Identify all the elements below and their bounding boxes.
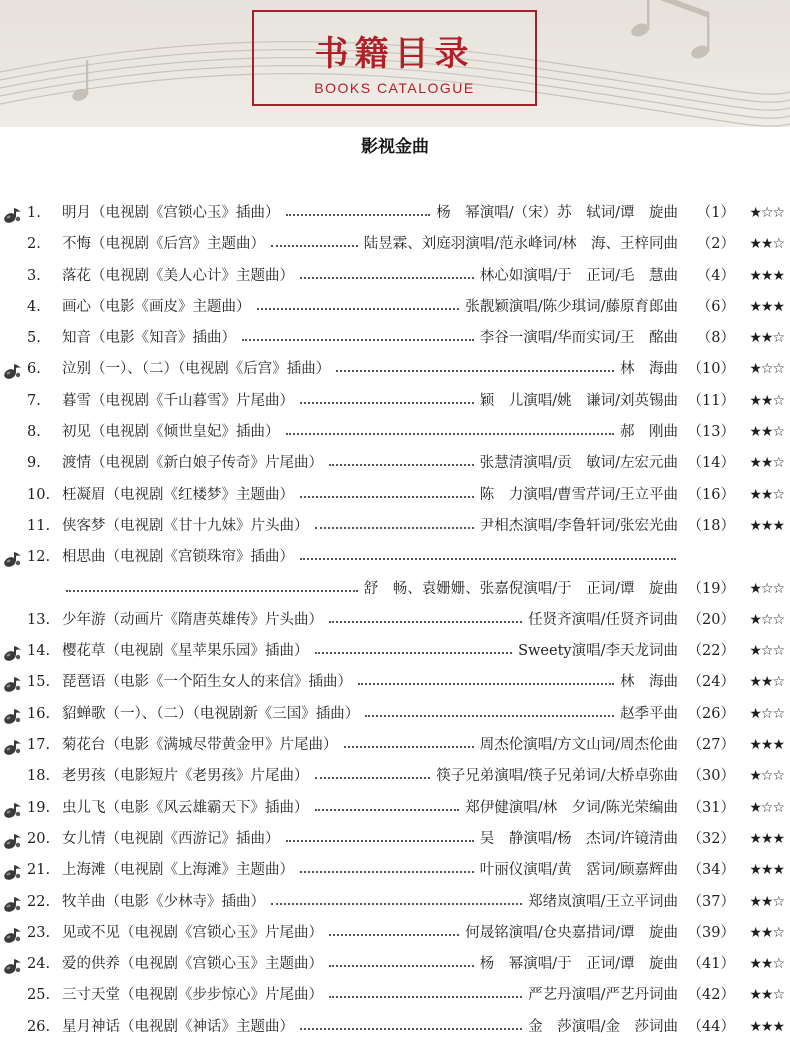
song-title: 相思曲（电视剧《宫锁珠帘》插曲） <box>62 549 294 566</box>
music-note-icon <box>3 674 23 692</box>
dot-leader <box>300 1012 522 1043</box>
difficulty-stars: ★★☆ <box>749 956 784 973</box>
entry-number: 16. <box>27 705 51 722</box>
song-title: 樱花草（电视剧《星苹果乐园》插曲） <box>62 643 309 660</box>
page-number: （10） <box>687 361 735 378</box>
toc-entry[interactable] <box>0 730 790 761</box>
song-credits: 张靓颖演唱/陈少琪词/藤原育郎曲 <box>465 298 678 315</box>
song-credits: 杨 幂演唱/（宋）苏 轼词/谭 旋曲 <box>436 205 678 221</box>
difficulty-stars: ★☆☆ <box>749 799 784 816</box>
music-note-icon <box>3 706 23 724</box>
music-note-icon <box>3 549 23 567</box>
toc-entry[interactable] <box>0 699 790 730</box>
dot-leader <box>300 261 474 292</box>
dot-leader <box>242 323 474 354</box>
song-credits: 李谷一演唱/华而实词/王 酩曲 <box>479 330 678 347</box>
entry-number: 25. <box>27 987 51 1004</box>
song-credits: 筷子兄弟演唱/筷子兄弟词/大桥卓弥曲 <box>436 768 678 785</box>
page-number: （26） <box>687 705 735 722</box>
dot-leader <box>300 480 474 511</box>
song-credits: 陈 力演唱/曹雪芹词/王立平曲 <box>479 486 678 503</box>
entry-number: 24. <box>27 956 51 973</box>
page-number: （1） <box>696 205 735 221</box>
table-of-contents <box>0 198 790 1043</box>
music-note-icon <box>3 831 23 849</box>
dot-leader <box>329 980 522 1011</box>
page-number: （24） <box>687 674 735 691</box>
toc-entry[interactable] <box>0 887 790 918</box>
entry-number: 5. <box>27 330 41 347</box>
dot-leader <box>286 417 615 448</box>
entry-number: 14. <box>27 643 51 660</box>
page-number: （27） <box>687 737 735 754</box>
song-title: 女儿情（电视剧《西游记》插曲） <box>62 830 280 847</box>
dot-leader <box>300 855 474 886</box>
music-note-icon <box>3 800 23 818</box>
difficulty-stars: ★★☆ <box>749 893 784 910</box>
difficulty-stars: ★★★ <box>749 1018 784 1035</box>
catalogue-subtitle: BOOKS CATALOGUE <box>314 80 475 96</box>
difficulty-stars: ★★★ <box>749 517 784 534</box>
song-credits: 杨 幂演唱/于 正词/谭 旋曲 <box>479 956 678 973</box>
entry-number: 23. <box>27 924 51 941</box>
song-title: 侠客梦（电视剧《甘十九妹》片头曲） <box>62 517 309 534</box>
music-note-icon <box>3 361 23 379</box>
difficulty-stars: ★★★ <box>749 862 784 879</box>
dot-leader <box>286 198 431 229</box>
toc-entry[interactable] <box>0 949 790 980</box>
dot-leader <box>329 949 474 980</box>
song-title: 明月（电视剧《宫锁心玉》插曲） <box>62 205 280 221</box>
difficulty-stars: ★☆☆ <box>749 580 784 597</box>
song-credits: 尹相杰演唱/李鲁轩词/张宏光曲 <box>479 517 678 534</box>
title-frame <box>252 10 537 106</box>
song-title: 三寸天堂（电视剧《步步惊心》片尾曲） <box>62 987 323 1004</box>
music-note-icon <box>3 894 23 912</box>
difficulty-stars: ★☆☆ <box>749 205 784 221</box>
page-number: （20） <box>687 611 735 628</box>
entry-number: 2. <box>27 236 41 253</box>
song-title: 虫儿飞（电影《风云雄霸天下》插曲） <box>62 799 309 816</box>
dot-leader <box>336 354 614 385</box>
toc-entry[interactable] <box>0 198 790 229</box>
song-title: 少年游（动画片《隋唐英雄传》片头曲） <box>62 611 323 628</box>
entry-number: 19. <box>27 799 51 816</box>
page-number: （18） <box>687 517 735 534</box>
difficulty-stars: ★★☆ <box>749 674 784 691</box>
song-credits: 赵季平曲 <box>620 705 678 722</box>
page-number: （16） <box>687 486 735 503</box>
page-number: （11） <box>687 392 735 409</box>
music-note-icon <box>3 205 23 223</box>
page-number: （19） <box>687 580 735 597</box>
toc-entry[interactable] <box>0 918 790 949</box>
catalogue-title: 书籍目录 <box>314 34 475 74</box>
entry-number: 21. <box>27 862 51 879</box>
dot-leader <box>286 824 474 855</box>
dot-leader <box>365 699 614 730</box>
entry-number: 17. <box>27 737 51 754</box>
page-number: （44） <box>687 1018 735 1035</box>
difficulty-stars: ★★★ <box>749 830 784 847</box>
song-credits: 林心如演唱/于 正词/毛 慧曲 <box>479 267 678 284</box>
entry-number: 6. <box>27 361 41 378</box>
difficulty-stars: ★☆☆ <box>749 611 784 628</box>
song-title: 落花（电视剧《美人心计》主题曲） <box>62 267 294 284</box>
page-number: （4） <box>696 267 735 284</box>
toc-entry[interactable] <box>0 323 790 354</box>
song-credits: 林 海曲 <box>620 361 678 378</box>
song-credits: 吴 静演唱/杨 杰词/许镜清曲 <box>479 830 678 847</box>
song-credits: Sweety演唱/李天龙词曲 <box>518 643 678 660</box>
toc-entry[interactable] <box>0 292 790 323</box>
dot-leader <box>315 793 460 824</box>
section-heading: 影视金曲 <box>361 137 429 157</box>
page-number: （42） <box>687 987 735 1004</box>
toc-entry[interactable] <box>0 980 790 1011</box>
music-note-icon <box>3 956 23 974</box>
dot-leader <box>315 636 513 667</box>
dot-leader <box>358 667 614 698</box>
toc-entry[interactable] <box>0 793 790 824</box>
toc-entry[interactable] <box>0 542 790 573</box>
toc-entry[interactable] <box>0 229 790 260</box>
difficulty-stars: ★★☆ <box>749 987 784 1004</box>
page-number: （32） <box>687 830 735 847</box>
page-number: （8） <box>696 330 735 347</box>
dot-leader <box>329 448 474 479</box>
toc-entry[interactable] <box>0 386 790 417</box>
difficulty-stars: ★★☆ <box>749 424 784 441</box>
entry-number: 11. <box>27 517 51 534</box>
toc-entry[interactable] <box>0 480 790 511</box>
dot-leader <box>257 292 460 323</box>
toc-entry[interactable] <box>0 667 790 698</box>
entry-number: 7. <box>27 392 41 409</box>
song-title: 泣别（一）、（二）（电视剧《后宫》插曲） <box>62 361 331 378</box>
dot-leader <box>66 574 358 605</box>
song-title: 暮雪（电视剧《千山暮雪》片尾曲） <box>62 392 294 409</box>
entry-number: 22. <box>27 893 51 910</box>
page-number: （34） <box>687 862 735 879</box>
page-number: （41） <box>687 956 735 973</box>
song-credits: 周杰伦演唱/方文山词/周杰伦曲 <box>479 737 678 754</box>
song-credits: 郝 刚曲 <box>620 424 678 441</box>
song-credits: 舒 畅、袁姗姗、张嘉倪演唱/于 正词/谭 旋曲 <box>363 580 678 597</box>
song-title: 上海滩（电视剧《上海滩》主题曲） <box>62 862 294 879</box>
page-number: （39） <box>687 924 735 941</box>
difficulty-stars: ★☆☆ <box>749 768 784 785</box>
difficulty-stars: ★★★ <box>749 267 784 284</box>
dot-leader <box>271 229 358 260</box>
toc-entry[interactable] <box>0 448 790 479</box>
difficulty-stars: ★☆☆ <box>749 643 784 660</box>
page-number: （37） <box>687 893 735 910</box>
dot-leader <box>300 542 676 573</box>
dot-leader <box>329 605 522 636</box>
difficulty-stars: ★★★ <box>749 298 784 315</box>
song-credits: 郑绪岚演唱/王立平词曲 <box>528 893 678 910</box>
entry-number: 4. <box>27 298 41 315</box>
entry-number: 1. <box>27 205 41 221</box>
song-title: 渡情（电视剧《新白娘子传奇》片尾曲） <box>62 455 323 472</box>
song-title: 见或不见（电视剧《宫锁心玉》片尾曲） <box>62 924 323 941</box>
toc-entry[interactable] <box>0 1012 790 1043</box>
dot-leader <box>315 511 474 542</box>
song-credits: 陆昱霖、刘庭羽演唱/范永峰词/林 海、王梓同曲 <box>363 236 678 253</box>
toc-entry[interactable] <box>0 761 790 792</box>
dot-leader <box>300 386 474 417</box>
music-note-icon <box>3 737 23 755</box>
song-title: 枉凝眉（电视剧《红楼梦》主题曲） <box>62 486 294 503</box>
toc-entry[interactable] <box>0 354 790 385</box>
entry-number: 10. <box>27 486 51 503</box>
song-credits: 何晟铭演唱/仓央嘉措词/谭 旋曲 <box>465 924 678 941</box>
entry-number: 13. <box>27 611 51 628</box>
music-note-icon <box>3 925 23 943</box>
song-title: 牧羊曲（电影《少林寺》插曲） <box>62 893 265 910</box>
toc-entry[interactable] <box>0 855 790 886</box>
song-credits: 张慧清演唱/贡 敏词/左宏元曲 <box>479 455 678 472</box>
dot-leader <box>315 761 431 792</box>
song-credits: 金 莎演唱/金 莎词曲 <box>528 1018 678 1035</box>
song-title: 不悔（电视剧《后宫》主题曲） <box>62 236 265 253</box>
difficulty-stars: ★★☆ <box>749 924 784 941</box>
entry-number: 20. <box>27 830 51 847</box>
difficulty-stars: ★★☆ <box>749 330 784 347</box>
music-note-icon <box>3 862 23 880</box>
page-number: （2） <box>696 236 735 253</box>
song-credits: 严艺丹演唱/严艺丹词曲 <box>528 987 678 1004</box>
difficulty-stars: ★★☆ <box>749 392 784 409</box>
dot-leader <box>344 730 474 761</box>
page-number: （31） <box>687 799 735 816</box>
entry-number: 9. <box>27 455 41 472</box>
song-title: 星月神话（电视剧《神话》主题曲） <box>62 1018 294 1035</box>
dot-leader <box>271 887 522 918</box>
song-title: 琵琶语（电影《一个陌生女人的来信》插曲） <box>62 674 352 691</box>
toc-entry[interactable] <box>0 605 790 636</box>
song-credits: 任贤齐演唱/任贤齐词曲 <box>528 611 678 628</box>
difficulty-stars: ★★★ <box>749 737 784 754</box>
page-number: （22） <box>687 643 735 660</box>
entry-number: 8. <box>27 424 41 441</box>
entry-number: 12. <box>27 549 51 566</box>
song-title: 爱的供养（电视剧《宫锁心玉》主题曲） <box>62 956 323 973</box>
entry-number: 3. <box>27 267 41 284</box>
song-credits: 颖 儿演唱/姚 谦词/刘英锡曲 <box>479 392 678 409</box>
difficulty-stars: ★★☆ <box>749 455 784 472</box>
toc-entry[interactable] <box>0 636 790 667</box>
page-number: （30） <box>687 768 735 785</box>
page-number: （13） <box>687 424 735 441</box>
song-title: 画心（电影《画皮》主题曲） <box>62 298 251 315</box>
difficulty-stars: ★★☆ <box>749 486 784 503</box>
song-title: 初见（电视剧《倾世皇妃》插曲） <box>62 424 280 441</box>
toc-entry[interactable] <box>0 511 790 542</box>
music-note-icon <box>3 643 23 661</box>
song-title: 菊花台（电影《满城尽带黄金甲》片尾曲） <box>62 737 338 754</box>
song-title: 貂蝉歌（一）、（二）（电视剧新《三国》插曲） <box>62 705 360 722</box>
toc-entry[interactable] <box>0 824 790 855</box>
catalogue-header <box>0 0 790 127</box>
difficulty-stars: ★☆☆ <box>749 705 784 722</box>
difficulty-stars: ★★☆ <box>749 236 784 253</box>
toc-entry[interactable] <box>0 417 790 448</box>
entry-number: 15. <box>27 674 51 691</box>
difficulty-stars: ★☆☆ <box>749 361 784 378</box>
dot-leader <box>329 918 459 949</box>
page-number: （6） <box>696 298 735 315</box>
song-credits: 叶丽仪演唱/黄 霑词/顾嘉辉曲 <box>479 862 678 879</box>
song-credits: 林 海曲 <box>620 674 678 691</box>
song-title: 老男孩（电影短片《老男孩》片尾曲） <box>62 768 309 785</box>
page-number: （14） <box>687 455 735 472</box>
entry-number: 26. <box>27 1018 51 1035</box>
entry-number: 18. <box>27 768 51 785</box>
toc-entry[interactable] <box>0 574 790 605</box>
song-credits: 郑伊健演唱/林 夕词/陈光荣编曲 <box>465 799 678 816</box>
song-title: 知音（电影《知音》插曲） <box>62 330 236 347</box>
toc-entry[interactable] <box>0 261 790 292</box>
